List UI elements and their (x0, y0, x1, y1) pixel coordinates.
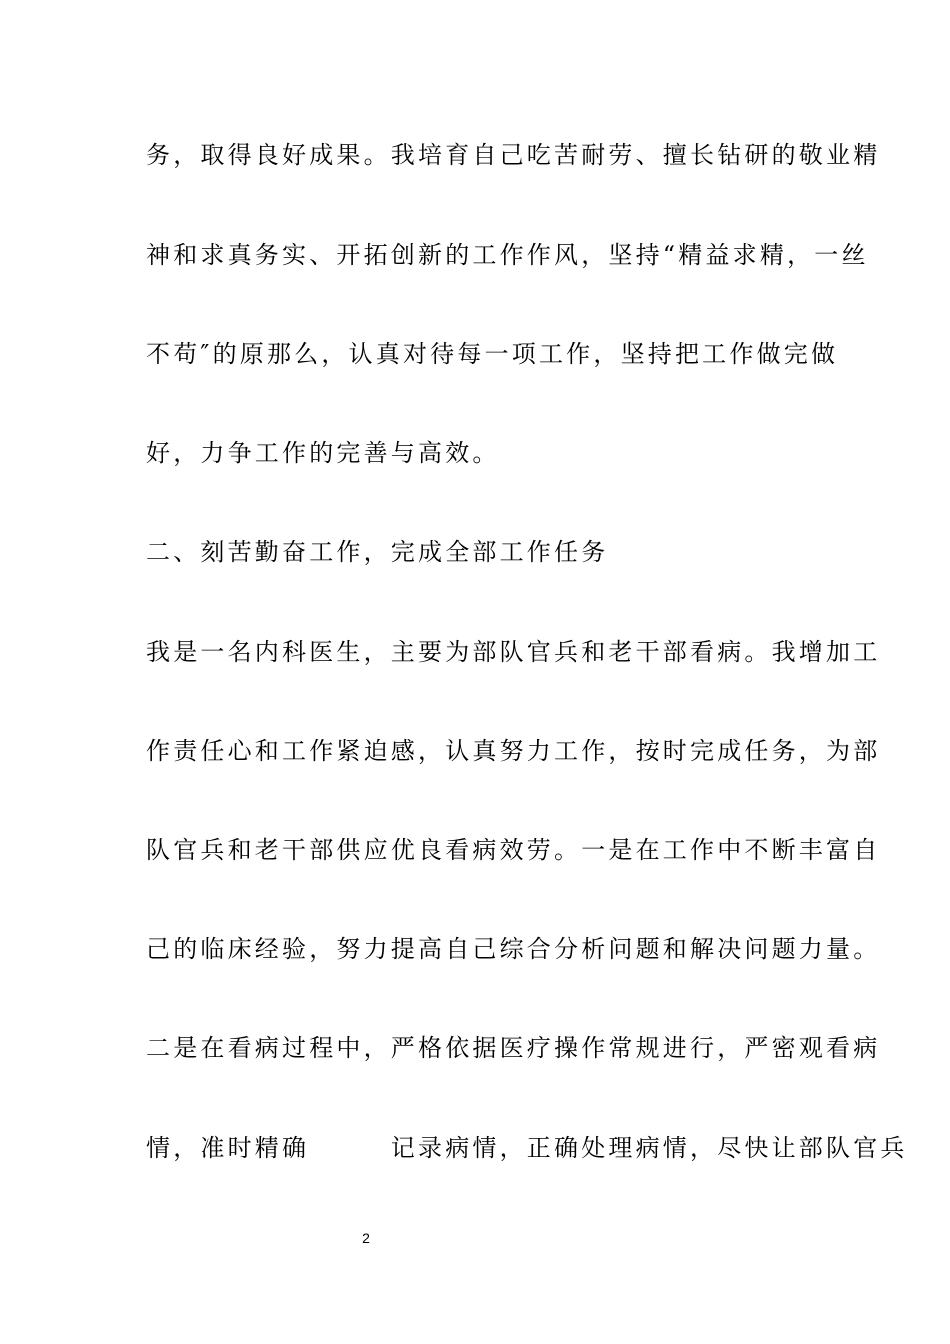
body-text-line: 己的临床经验，努力提高自己综合分析问题和解决问题力量。 (146, 935, 881, 963)
body-text-line: 二是在看病过程中，严格依据医疗操作常规进行，严密观看病 (146, 1034, 881, 1062)
body-text-line: 队官兵和老干部供应优良看病效劳。一是在工作中不断丰富自 (146, 836, 881, 864)
body-text-line: 作责任心和工作紧迫感，认真努力工作，按时完成任务，为部 (146, 737, 881, 765)
body-text-line: 不苟″的原那么，认真对待每一项工作，坚持把工作做完做 (146, 340, 839, 368)
body-text-line: 神和求真务实、开拓创新的工作作风，坚持“精益求精，一丝 (146, 241, 869, 269)
body-text-line: 好，力争工作的完善与高效。 (146, 439, 500, 467)
page-number: 2 (362, 1230, 370, 1246)
body-text-line: 我是一名内科医生，主要为部队官兵和老干部看病。我增加工 (146, 638, 881, 666)
section-heading: 二、刻苦勤奋工作，完成全部工作任务 (146, 538, 609, 566)
body-text-line: 务，取得良好成果。我培育自己吃苦耐劳、擅长钻研的敬业精 (146, 141, 881, 169)
body-text-line: 情，准时精确 记录病情，正确处理病情，尽快让部队官兵 (146, 1134, 908, 1162)
